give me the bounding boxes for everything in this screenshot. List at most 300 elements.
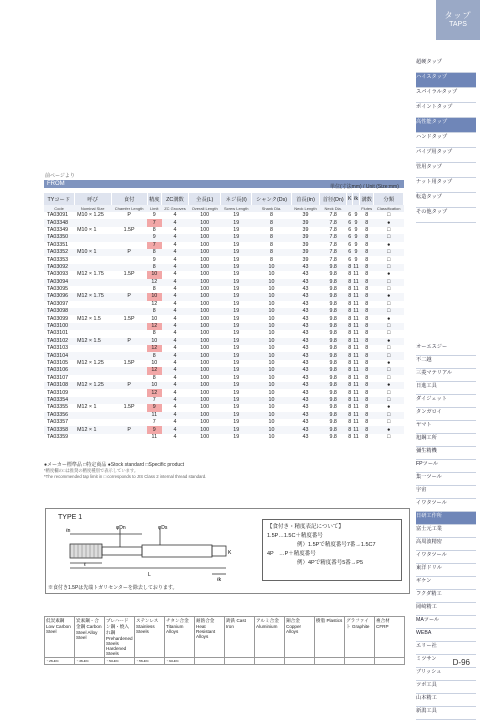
table-row — [44, 286, 404, 293]
cell-ln: 39 — [291, 249, 319, 256]
cell-lk: 11 — [353, 433, 359, 440]
chamfer-note: ※食付き1.5Pは先端トガリセンターを除去しております。 — [48, 585, 178, 591]
cell-dn: 7.8 — [329, 212, 337, 219]
cell-fl: 8 — [365, 360, 369, 366]
cell-k: 8 — [348, 426, 352, 433]
category-item[interactable]: その他タップ — [416, 208, 476, 223]
cell-fl: 8 — [365, 345, 369, 352]
brand-item[interactable]: イワタツール — [416, 551, 476, 564]
cell-k: 8 — [348, 315, 352, 322]
cell-fl: 8 — [365, 374, 369, 381]
cell-cham — [111, 397, 147, 404]
cell-L: 100 — [188, 308, 221, 315]
brand-item[interactable]: 旭鋼工所 — [416, 434, 476, 447]
reference-note: 前ページより — [45, 173, 75, 179]
cell-cham — [111, 234, 147, 241]
cell-cls: ● — [387, 271, 391, 278]
label-dn: φDn — [116, 525, 126, 531]
column-subheader: Overall Length — [188, 205, 221, 212]
cell-size — [74, 412, 111, 419]
cell-limit: 9 — [152, 212, 156, 219]
category-item[interactable]: ポイントタップ — [416, 103, 476, 118]
brand-item[interactable]: 三菱マテリアル — [416, 369, 476, 382]
cell-lk: 11 — [353, 293, 359, 300]
cell-lk: 11 — [353, 374, 359, 381]
cell-cls: □ — [387, 212, 391, 219]
cell-cham: 1.5P — [123, 315, 135, 322]
cell-cham — [111, 389, 147, 396]
cell-k: 8 — [348, 286, 352, 293]
table-row — [44, 279, 404, 286]
cell-code: TA03108 — [44, 382, 74, 389]
cell-lk: 11 — [353, 404, 359, 411]
cell-dn: 7.8 — [329, 256, 337, 263]
material-cell: 耐熱合金 Heat Resistant Alloys — [195, 617, 225, 658]
cell-dn: 7.8 — [320, 234, 347, 241]
cell-size — [74, 286, 111, 293]
cell-zc: 4 — [173, 433, 177, 440]
cell-dn: 9.8 — [320, 412, 347, 419]
cell-ln: 43 — [302, 315, 309, 322]
cell-size — [74, 397, 111, 404]
cell-limit: 11 — [151, 433, 158, 440]
category-item[interactable]: ハイスタップ — [416, 73, 476, 88]
cell-limit: 12 — [147, 279, 162, 286]
category-item[interactable]: スパイラルタップ — [416, 88, 476, 103]
cell-cham — [111, 352, 147, 359]
cell-dn: 7.8 — [320, 249, 347, 256]
cell-fl: 8 — [365, 330, 369, 337]
cell-code: TA03358 — [44, 426, 74, 433]
cell-lk: 11 — [353, 367, 359, 374]
material-cell: ステンレス Stainless Steels — [135, 617, 165, 658]
cell-l: 19 — [233, 345, 240, 352]
cell-limit: 7 — [147, 219, 162, 226]
table-row — [44, 397, 404, 404]
table-row — [44, 234, 404, 241]
cell-limit: 8 — [147, 264, 162, 271]
cell-size — [74, 434, 111, 441]
cell-fl: 8 — [359, 249, 374, 256]
brand-item[interactable]: 新潟工具 — [416, 707, 476, 720]
column-header: 溝数 — [359, 193, 374, 205]
cell-k: 8 — [348, 337, 352, 344]
cell-l: 19 — [221, 219, 252, 226]
cell-cham — [111, 242, 147, 249]
cell-lk: 11 — [353, 345, 359, 352]
brand-item[interactable]: 山本精工 — [416, 694, 476, 707]
cell-k: 8 — [348, 411, 352, 418]
cell-code: TA03101 — [47, 330, 69, 337]
cell-dn: 9.8 — [320, 293, 347, 300]
cell-cls: □ — [387, 433, 391, 440]
cell-l: 19 — [233, 271, 240, 278]
cell-k: 6 — [348, 212, 352, 219]
cell-L: 100 — [188, 323, 221, 330]
cell-ln: 43 — [291, 352, 319, 359]
cell-cham: P — [127, 212, 131, 219]
cell-L: 100 — [200, 433, 210, 440]
cell-k: 8 — [348, 308, 352, 315]
cell-k: 8 — [348, 360, 352, 366]
cell-fl: 8 — [359, 323, 374, 330]
cell-cls: □ — [374, 367, 404, 374]
cell-size: M12 × 1.75 — [74, 293, 111, 300]
cell-lk: 11 — [353, 330, 359, 337]
label-L: L — [148, 572, 151, 578]
cell-lk: 11 — [353, 278, 359, 285]
brand-item[interactable]: 高周波精密 — [416, 538, 476, 551]
cell-l: 19 — [221, 382, 252, 389]
brand-item[interactable]: 彌生精機 — [416, 447, 476, 460]
cell-limit: 10 — [147, 338, 162, 345]
cell-cham — [111, 367, 147, 374]
cell-size — [74, 301, 111, 308]
cell-zc: 4 — [162, 308, 189, 315]
cell-lk: 11 — [353, 352, 359, 359]
cell-ds: 10 — [268, 389, 275, 396]
cell-cls: □ — [387, 374, 391, 381]
brand-item[interactable]: 日進工具 — [416, 382, 476, 395]
brand-item[interactable]: 富士元工業 — [416, 525, 476, 538]
cell-l: 19 — [221, 293, 252, 300]
table-row — [44, 375, 404, 382]
cell-ds: 8 — [252, 219, 292, 226]
cell-limit: 7 — [152, 419, 156, 426]
cell-limit: 8 — [152, 374, 156, 381]
cell-dn: 9.8 — [329, 404, 337, 411]
cell-cham — [111, 219, 147, 226]
brand-item[interactable]: 宇宙 — [416, 486, 476, 499]
column-header: 首長(ℓn) — [291, 193, 319, 205]
cell-fl: 8 — [359, 234, 374, 241]
cell-fl: 8 — [365, 300, 369, 307]
cell-limit: 10 — [147, 271, 162, 278]
cell-cham — [111, 256, 147, 263]
section-tab[interactable] — [436, 0, 480, 40]
cell-dn: 7.8 — [329, 241, 337, 248]
cell-zc: 4 — [162, 352, 189, 359]
cell-code: TA03099 — [47, 315, 69, 322]
material-cell: 炭素鋼・合金鋼 Carbon Steel Alloy Steel — [75, 617, 105, 658]
cell-cls: ● — [374, 426, 404, 433]
cell-l: 19 — [221, 352, 252, 359]
legend-note — [44, 468, 206, 479]
brand-item[interactable]: ツボ工具 — [416, 681, 476, 694]
cell-cham — [111, 412, 147, 419]
cell-zc: 4 — [173, 315, 177, 322]
material-cell: 樹脂 Plastics — [315, 617, 345, 658]
column-header: 全長(L) — [188, 193, 221, 205]
cell-size: M12 × 1.25 — [74, 382, 111, 389]
cell-size: M12 × 1 — [74, 426, 111, 433]
brand-item[interactable]: ダイジェット — [416, 395, 476, 408]
cell-lk: 11 — [353, 315, 359, 322]
cell-limit: 10 — [151, 315, 158, 322]
cell-dn: 9.8 — [320, 352, 347, 359]
brand-item[interactable]: 日研工作所 — [416, 512, 476, 525]
cell-code: TA03350 — [44, 234, 74, 241]
cell-k: 8 — [348, 345, 352, 352]
material-cell: アルミ合金 Aluminium — [255, 617, 285, 658]
cell-cham — [111, 434, 147, 441]
cell-L: 100 — [200, 330, 210, 337]
cell-L: 100 — [200, 212, 210, 219]
cell-lk: 9 — [354, 226, 358, 233]
cell-fl: 8 — [365, 404, 369, 411]
cell-L: 100 — [188, 249, 221, 256]
cell-ds: 8 — [270, 212, 273, 219]
cell-limit: 7 — [147, 397, 162, 404]
cell-L: 100 — [188, 367, 221, 374]
cell-ln: 43 — [302, 271, 309, 278]
cell-lk: 9 — [354, 256, 358, 263]
column-subheader — [353, 205, 360, 212]
cell-zc: 4 — [162, 219, 189, 226]
category-item[interactable]: パイプ用タップ — [416, 148, 476, 163]
cell-L: 100 — [200, 419, 210, 426]
cell-cham — [111, 330, 147, 337]
label-ds: φDs — [158, 525, 168, 531]
cell-cls: □ — [387, 286, 391, 293]
cell-fl: 8 — [359, 397, 374, 404]
cell-ds: 10 — [252, 352, 292, 359]
category-item[interactable]: 転造タップ — [416, 193, 476, 208]
cell-k: 8 — [348, 374, 352, 381]
brand-item[interactable]: ミツサン — [416, 655, 476, 668]
cell-lk: 11 — [353, 360, 359, 366]
cell-l: 19 — [233, 419, 240, 426]
cell-limit: 9 — [147, 426, 162, 433]
cell-L: 100 — [188, 412, 221, 419]
cell-code: TA03093 — [47, 271, 69, 278]
cell-cham: P — [111, 293, 147, 300]
cell-ln: 43 — [302, 419, 309, 426]
category-item[interactable]: 管用タップ — [416, 163, 476, 178]
column-header: ZC溝数 — [162, 193, 189, 205]
cell-fl: 8 — [365, 419, 369, 426]
cell-k: 8 — [348, 367, 352, 374]
cell-code: TA03092 — [44, 264, 74, 271]
brand-item[interactable]: 東洋ドリル — [416, 564, 476, 577]
cell-lk: 11 — [353, 271, 359, 278]
cell-lk: 9 — [354, 234, 358, 241]
cell-l: 19 — [233, 404, 240, 411]
brand-item[interactable]: 不二越 — [416, 356, 476, 369]
brand-item[interactable]: ギケン — [416, 577, 476, 590]
cell-lk: 11 — [353, 323, 359, 330]
cell-ln: 43 — [291, 412, 319, 419]
cell-code: TA03352 — [44, 249, 74, 256]
cell-dn: 9.8 — [329, 433, 337, 440]
cell-cls: □ — [387, 389, 391, 396]
cell-dn: 9.8 — [329, 374, 337, 381]
cell-l: 19 — [233, 374, 240, 381]
material-mark-cell — [315, 658, 345, 665]
table-row — [44, 338, 404, 345]
cell-code: TA03107 — [47, 374, 69, 381]
cell-dn: 9.8 — [320, 264, 347, 271]
cell-ds: 10 — [268, 286, 275, 293]
cell-limit: 9 — [152, 256, 156, 263]
cell-lk: 11 — [353, 263, 359, 270]
cell-dn: 9.8 — [329, 271, 337, 278]
brand-item[interactable]: オーエスジー — [416, 343, 476, 356]
cell-code: TA03103 — [47, 345, 69, 352]
cell-cham — [111, 419, 147, 426]
cell-cls: ● — [374, 219, 404, 226]
cell-zc: 4 — [173, 286, 177, 293]
cell-cham — [111, 279, 147, 286]
cell-fl: 8 — [359, 426, 374, 433]
cell-zc: 4 — [162, 234, 189, 241]
cell-cham — [111, 323, 147, 330]
cell-cham: P — [111, 338, 147, 345]
table-row — [44, 308, 404, 315]
cell-l: 19 — [233, 330, 240, 337]
brand-item[interactable]: MAツール — [416, 616, 476, 629]
cell-l: 19 — [221, 264, 252, 271]
cell-dn: 9.8 — [320, 338, 347, 345]
cell-ds: 10 — [268, 374, 275, 381]
cell-k: 8 — [348, 352, 352, 359]
brand-item[interactable]: FPツール — [416, 460, 476, 473]
cell-lk: 9 — [354, 241, 358, 248]
label-k: K — [228, 550, 232, 556]
cell-fl: 8 — [359, 219, 374, 226]
spec-table — [44, 193, 404, 441]
cell-size — [74, 330, 111, 337]
cell-size: M10 × 1.25 — [77, 212, 104, 219]
cell-ln: 43 — [302, 300, 309, 307]
cell-l: 19 — [221, 249, 252, 256]
note-line-2: 例）1.5Pで精度番号7番→1.5C7 — [297, 542, 376, 548]
material-cell: 銅合金 Copper Alloys — [285, 617, 315, 658]
brand-item[interactable]: 集一ツール — [416, 473, 476, 486]
cell-cls: ● — [374, 382, 404, 389]
cell-k: 6 — [348, 234, 352, 241]
cell-size — [74, 389, 111, 396]
material-cell: グラファイト Graphite — [345, 617, 375, 658]
cell-zc: 4 — [162, 338, 189, 345]
brand-item[interactable]: ヤマト — [416, 421, 476, 434]
cell-lk: 11 — [353, 426, 359, 433]
cell-ln: 39 — [302, 212, 309, 219]
cell-ln: 39 — [291, 234, 319, 241]
cell-cls: ● — [374, 293, 404, 300]
cell-ln: 43 — [291, 279, 319, 286]
brand-item[interactable]: フクダ精工 — [416, 590, 476, 603]
cell-limit: 10 — [151, 360, 158, 366]
cell-k: 8 — [348, 271, 352, 278]
legend-note-jp: *精度欄の□は推奨の精度種別で表示しています。 — [44, 468, 139, 473]
cell-zc: 4 — [162, 279, 189, 286]
cell-lk: 9 — [354, 219, 358, 226]
cell-ds: 10 — [252, 264, 292, 271]
cell-L: 100 — [200, 271, 210, 278]
cell-k: 6 — [348, 226, 352, 233]
cell-l: 19 — [233, 286, 240, 293]
cell-cls: ● — [387, 360, 391, 366]
cell-dn: 9.8 — [320, 397, 347, 404]
cell-l: 19 — [233, 256, 240, 263]
brand-item[interactable]: 岡崎精工 — [416, 603, 476, 616]
cell-L: 100 — [188, 338, 221, 345]
cell-limit: 8 — [147, 249, 162, 256]
cell-code: TA03353 — [47, 256, 69, 263]
cell-fl: 8 — [365, 286, 369, 293]
cell-ln: 43 — [291, 382, 319, 389]
column-header: 呼び — [74, 193, 111, 205]
category-item[interactable]: ナット用タップ — [416, 178, 476, 193]
cell-L: 100 — [200, 360, 210, 366]
section-tab-en: TAPS — [449, 21, 467, 28]
category-item[interactable]: 超硬タップ — [416, 58, 476, 73]
cell-k: 6 — [348, 249, 352, 256]
table-row — [44, 212, 404, 219]
cell-limit: 7 — [147, 242, 162, 249]
cell-code: TA03094 — [44, 279, 74, 286]
brand-item[interactable]: ブリッシュ — [416, 668, 476, 681]
cell-cham — [111, 345, 147, 352]
brand-item[interactable]: タンガロイ — [416, 408, 476, 421]
cell-fl: 8 — [359, 264, 374, 271]
legend-note-en: *The recommended tap limit in □ corresponds to JIS Class 2 internal thread standard. — [44, 474, 207, 479]
cell-ln: 43 — [302, 360, 309, 366]
cell-fl: 8 — [365, 389, 369, 396]
cell-cham: 1.5P — [123, 271, 135, 278]
table-row — [44, 382, 404, 389]
cell-size: M10 × 1 — [77, 226, 97, 233]
cell-code: TA03097 — [47, 300, 69, 307]
table-row — [44, 249, 404, 256]
cell-size — [74, 279, 111, 286]
cell-l: 19 — [221, 279, 252, 286]
cell-fl: 8 — [365, 212, 369, 219]
brand-item[interactable]: イワタツール — [416, 499, 476, 512]
cell-l: 19 — [233, 300, 240, 307]
category-item[interactable]: ハンドタップ — [416, 133, 476, 148]
cell-cham: 1.5P — [123, 404, 135, 411]
cell-zc: 4 — [173, 241, 177, 248]
cell-code: TA03096 — [44, 293, 74, 300]
cell-ds: 10 — [268, 360, 275, 366]
brand-item[interactable]: WEBA — [416, 629, 476, 642]
cell-fl: 8 — [359, 367, 374, 374]
cell-size — [74, 242, 111, 249]
cell-l: 19 — [233, 389, 240, 396]
table-row — [44, 330, 404, 337]
unit-note: 単位(寸法mm) / Unit (Size:mm) — [330, 184, 399, 190]
cell-fl: 8 — [365, 256, 369, 263]
cell-code: TA03355 — [47, 404, 69, 411]
cell-ds: 8 — [270, 226, 273, 233]
cell-k: 8 — [348, 396, 352, 403]
cell-dn: 9.8 — [320, 308, 347, 315]
cell-ds: 10 — [252, 293, 292, 300]
note-line-1: 1.5P…1.5C＋精度番号 — [267, 533, 323, 539]
category-item[interactable]: 高性能タップ — [416, 118, 476, 133]
cell-limit: 9 — [147, 404, 162, 411]
cell-code: TA03100 — [44, 323, 74, 330]
cell-cls: □ — [374, 234, 404, 241]
brand-item[interactable]: エリー社 — [416, 642, 476, 655]
cell-ds: 10 — [268, 330, 275, 337]
table-row — [44, 367, 404, 374]
cell-limit: 10 — [147, 382, 162, 389]
cell-size — [74, 219, 111, 226]
cell-k: 8 — [348, 433, 352, 440]
